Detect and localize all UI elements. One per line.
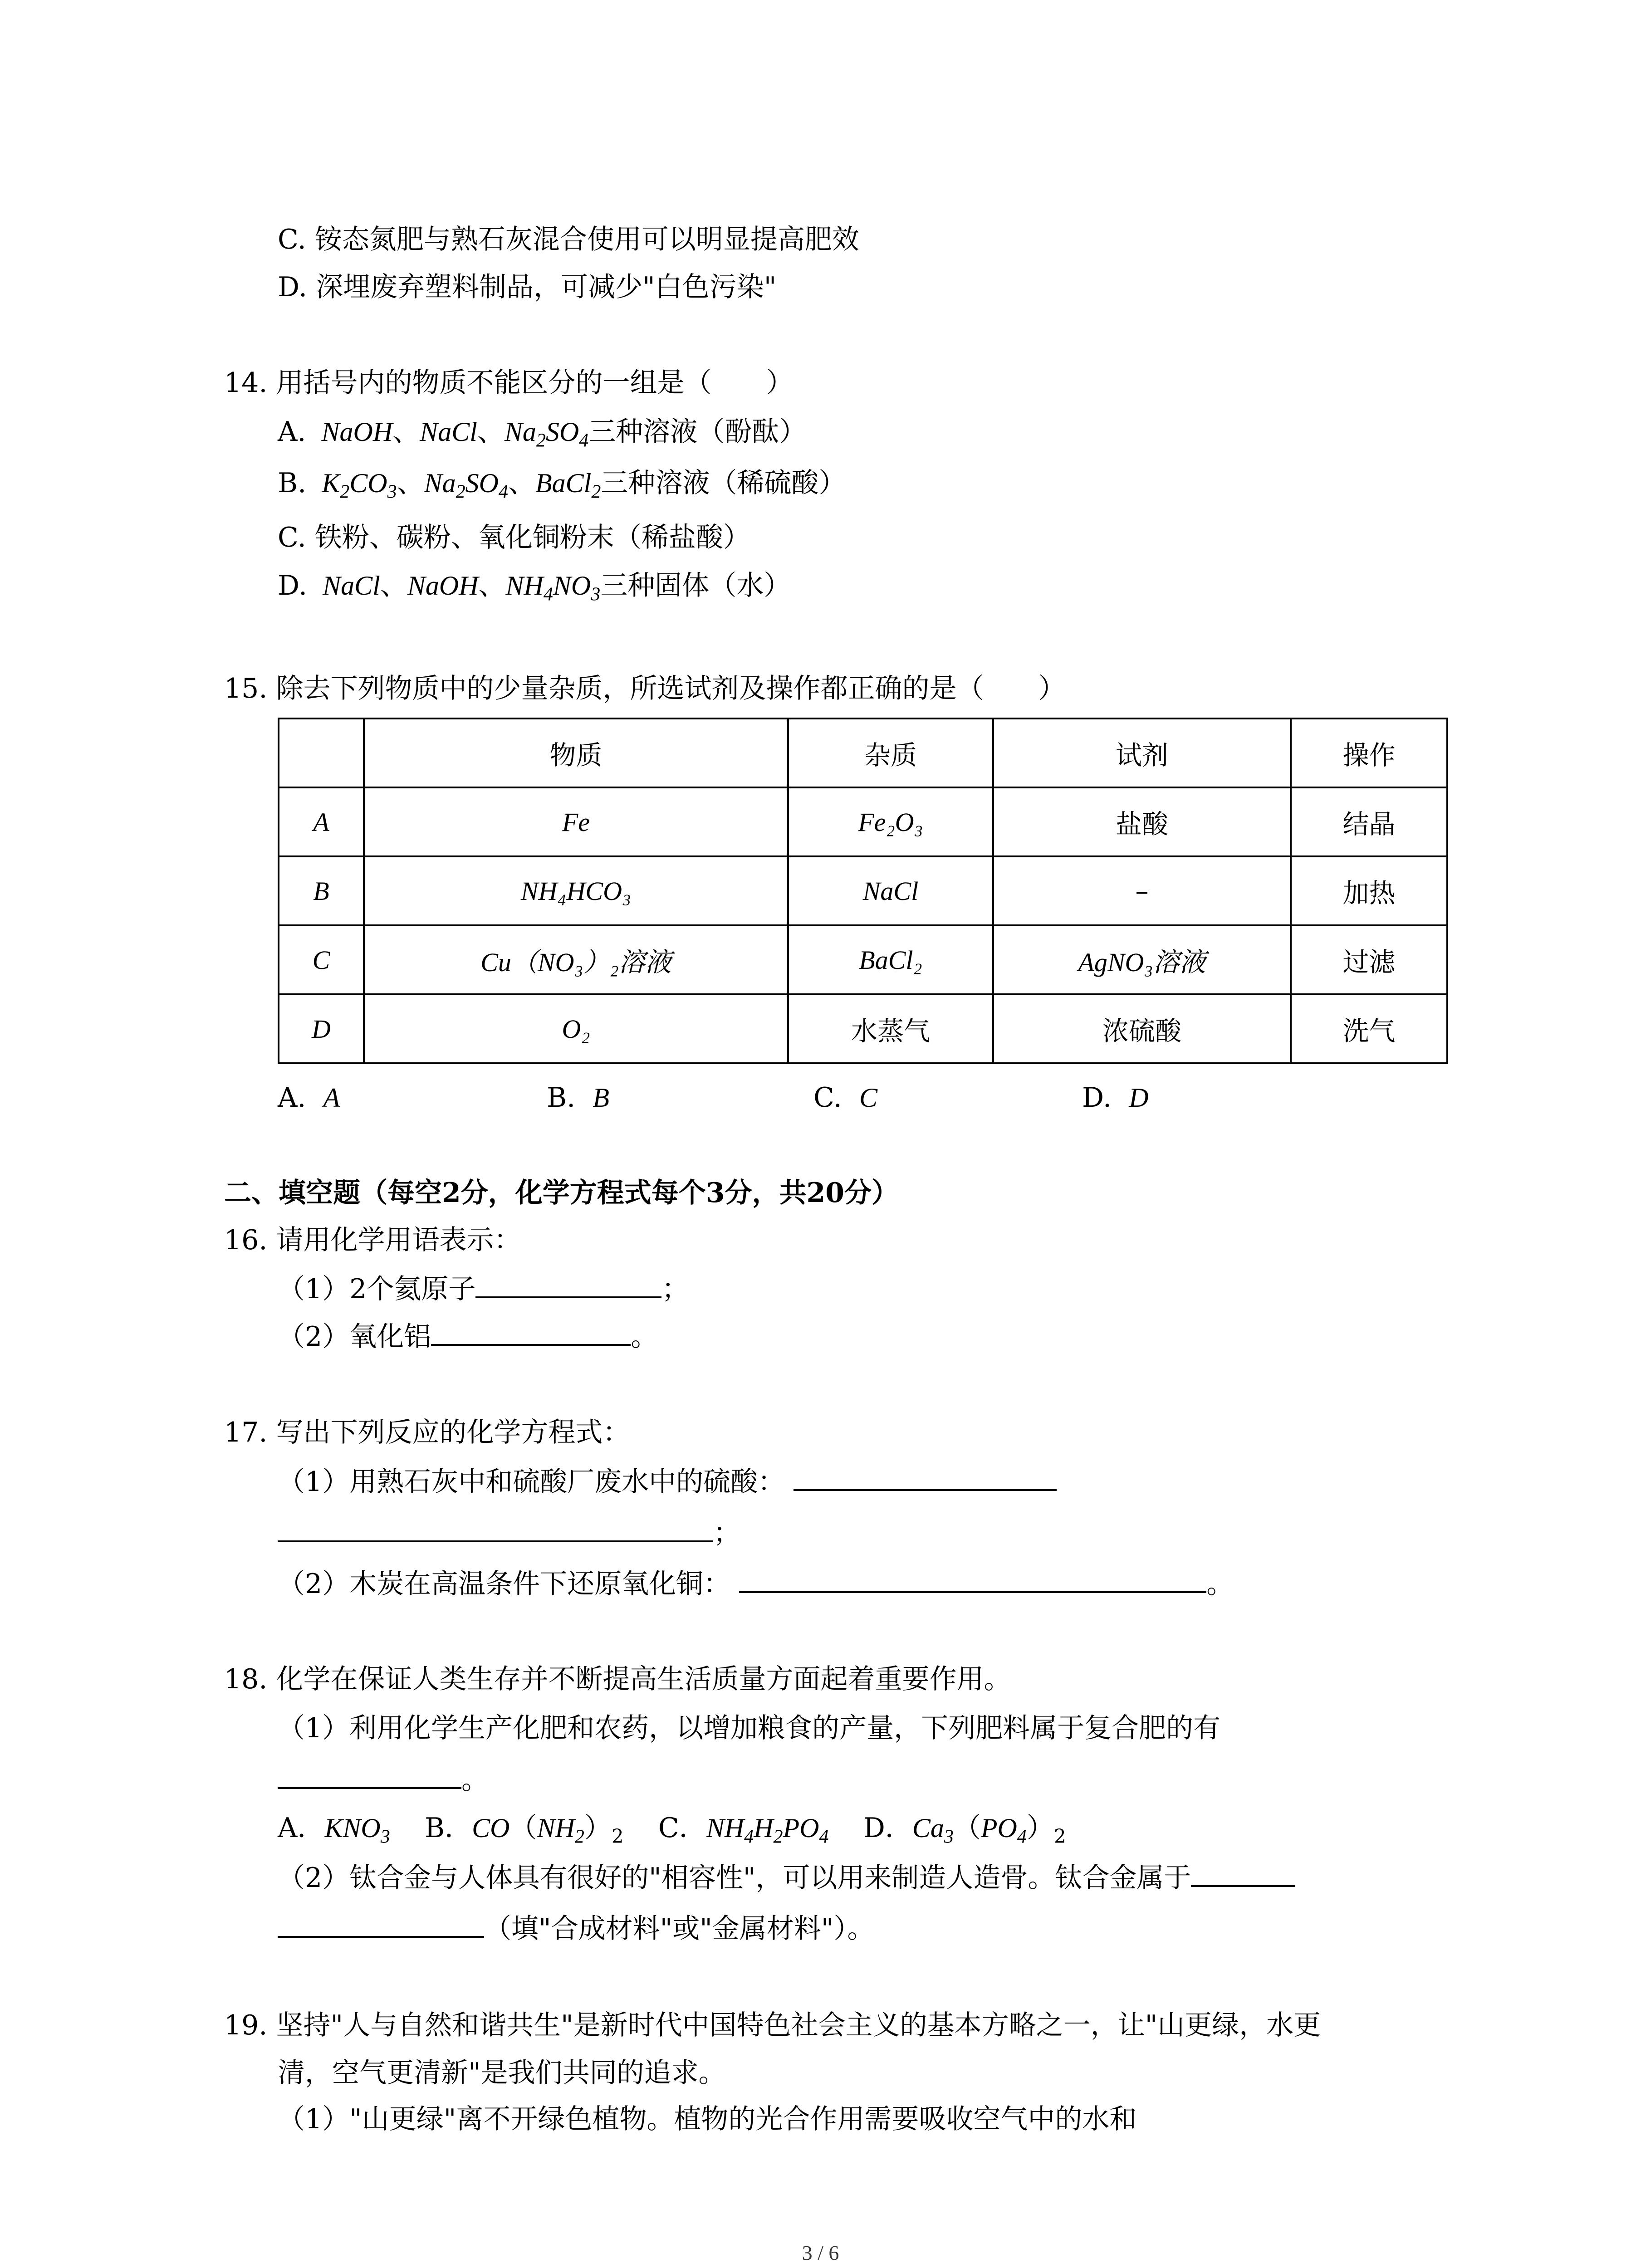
q14-option-d-suffix: 三种固体（水） (600, 570, 791, 601)
q14-option-b: B. $K_2CO_3$、$Na_2SO_4$、BaCl$_2$三种溶液（稀硫酸） (278, 467, 846, 503)
q16-part1 (278, 1270, 689, 1307)
q16-part2-end: 。 (631, 1321, 658, 1353)
answer-blank[interactable] (1191, 1859, 1295, 1887)
row-label: B (279, 856, 364, 925)
answer-blank[interactable] (278, 1514, 713, 1542)
row-operation: 过滤 (1291, 925, 1447, 994)
q14-option-a: A. NaOH、NaCl、$Na_2SO_4$三种溶液（酚酞） (278, 416, 807, 451)
answer-blank[interactable] (475, 1270, 661, 1298)
q14-option-d: D. NaCl、NaOH、$NH_4NO_3$三种固体（水） (278, 570, 791, 605)
q14-option-b-prefix: B. (278, 467, 307, 499)
q17-part2 (278, 1565, 1234, 1602)
q15-stem: 15. 除去下列物质中的少量杂质，所选试剂及操作都正确的是（ ） (224, 673, 1066, 704)
row-reagent: 浓硫酸 (993, 994, 1291, 1063)
q14-option-d-prefix: D. (278, 570, 308, 601)
answer-prefix: C. (813, 1082, 842, 1114)
q16-part1-text: （1）2个氦原子 (278, 1273, 476, 1305)
q16-stem: 16. 请用化学用语表示： (224, 1224, 521, 1256)
table-row (279, 856, 1447, 925)
table-row (279, 787, 1447, 856)
row-impurity: Fe₂O₃ (788, 787, 993, 856)
q15-answer-b (547, 1080, 609, 1116)
table-header-row (279, 719, 1447, 787)
q18-part1: （1）利用化学生产化肥和农药，以增加粮食的产量，下列肥料属于复合肥的有 (278, 1712, 1221, 1744)
q18-option-c-prefix: C． (658, 1812, 706, 1844)
q18-options: A．$KNO_3$ B．$CO(NH_2)_2$ C．$NH_4H_2PO_4$ D．$Ca_3(PO_4)_2$ (278, 1812, 1066, 1848)
q15-table (278, 718, 1448, 1064)
header-cell-substance: 物质 (364, 719, 788, 787)
table-row (279, 994, 1447, 1063)
q18-part2 (278, 1859, 1295, 1896)
answer-blank[interactable] (739, 1565, 1206, 1593)
answer-prefix: D. (1082, 1082, 1112, 1114)
q14-option-c: C. 铁粉、碳粉、氧化铜粉末（稀盐酸） (278, 522, 750, 553)
q15-answer-a (278, 1080, 340, 1116)
q19-stem-line1: 19. 坚持"人与自然和谐共生"是新时代中国特色社会主义的基本方略之一，让"山更绿，水更 (224, 2009, 1321, 2041)
row-label: A (279, 787, 364, 856)
row-operation: 洗气 (1291, 994, 1447, 1063)
answer-value: C (859, 1083, 878, 1113)
q18-part1-blank-line (278, 1761, 489, 1798)
answer-value: D (1129, 1083, 1149, 1113)
answer-blank[interactable] (278, 1910, 484, 1938)
q15-answer-c (813, 1080, 877, 1116)
answer-blank[interactable] (278, 1761, 461, 1789)
q18-part1-end: 。 (461, 1764, 489, 1796)
q18-part2-continued (278, 1910, 874, 1947)
header-cell-impurity: 杂质 (788, 719, 993, 787)
row-label: C (279, 925, 364, 994)
header-cell-corner (279, 719, 364, 787)
q13-option-c: C. 铵态氮肥与熟石灰混合使用可以明显提高肥效 (278, 224, 859, 255)
q18-stem: 18. 化学在保证人类生存并不断提高生活质量方面起着重要作用。 (224, 1663, 1011, 1695)
q17-part1-end: ； (713, 1517, 740, 1549)
q17-stem: 17. 写出下列反应的化学方程式： (224, 1417, 630, 1448)
row-reagent: – (993, 856, 1291, 925)
q14-option-b-suffix: 三种溶液（稀硫酸） (601, 467, 846, 499)
q16-part2-text: （2）氧化铝 (278, 1321, 431, 1353)
row-operation: 加热 (1291, 856, 1447, 925)
table-row (279, 925, 1447, 994)
row-impurity: BaCl₂ (788, 925, 993, 994)
row-reagent: 盐酸 (993, 787, 1291, 856)
answer-blank[interactable] (794, 1463, 1057, 1491)
header-cell-operation: 操作 (1291, 719, 1447, 787)
q17-part1-text: （1）用熟石灰中和硫酸厂废水中的硫酸： (278, 1466, 785, 1498)
q18-part2-text: （2）钛合金与人体具有很好的"相容性"，可以用来制造人造骨。钛合金属于 (278, 1862, 1191, 1894)
answer-value: B (593, 1083, 609, 1113)
row-substance: NH₄HCO₃ (364, 856, 788, 925)
q17-part2-text: （2）木炭在高温条件下还原氧化铜： (278, 1568, 731, 1600)
q19-stem-line2: 清，空气更清新"是我们共同的追求。 (278, 2057, 726, 2089)
q14-option-a-suffix: 三种溶液（酚酞） (588, 416, 807, 448)
row-substance: Fe (364, 787, 788, 856)
q18-part2-end: （填"合成材料"或"金属材料"）。 (484, 1913, 875, 1945)
q16-part1-end: ； (661, 1273, 689, 1305)
q14-option-a-prefix: A. (278, 416, 306, 448)
q19-part1: （1）"山更绿"离不开绿色植物。植物的光合作用需要吸收空气中的水和 (278, 2103, 1137, 2135)
q17-part1 (278, 1463, 1057, 1500)
row-operation: 结晶 (1291, 787, 1447, 856)
q18-option-d-prefix: D． (863, 1812, 912, 1844)
answer-prefix: A. (278, 1082, 306, 1114)
section-title: 二、填空题（每空2分，化学方程式每个3分，共20分） (224, 1177, 899, 1209)
page-number: 3 / 6 (802, 2241, 839, 2264)
row-substance: Cu（NO₃）₂溶液 (364, 925, 788, 994)
q14-stem: 14. 用括号内的物质不能区分的一组是（ ） (224, 367, 794, 399)
q18-option-a-prefix: A． (278, 1812, 325, 1844)
row-impurity: 水蒸气 (788, 994, 993, 1063)
q15-answer-d (1082, 1080, 1149, 1116)
q13-option-d: D. 深埋废弃塑料制品，可减少"白色污染" (278, 271, 777, 303)
q18-option-b-prefix: B． (425, 1812, 472, 1844)
q17-part2-end: 。 (1206, 1568, 1234, 1600)
answer-prefix: B. (547, 1082, 576, 1114)
row-reagent: AgNO₃溶液 (993, 925, 1291, 994)
row-substance: O₂ (364, 994, 788, 1063)
q17-part1-continued (278, 1514, 740, 1551)
row-label: D (279, 994, 364, 1063)
row-impurity: NaCl (788, 856, 993, 925)
answer-blank[interactable] (431, 1318, 631, 1346)
header-cell-reagent: 试剂 (993, 719, 1291, 787)
answer-value: A (323, 1083, 340, 1113)
q16-part2 (278, 1318, 658, 1355)
